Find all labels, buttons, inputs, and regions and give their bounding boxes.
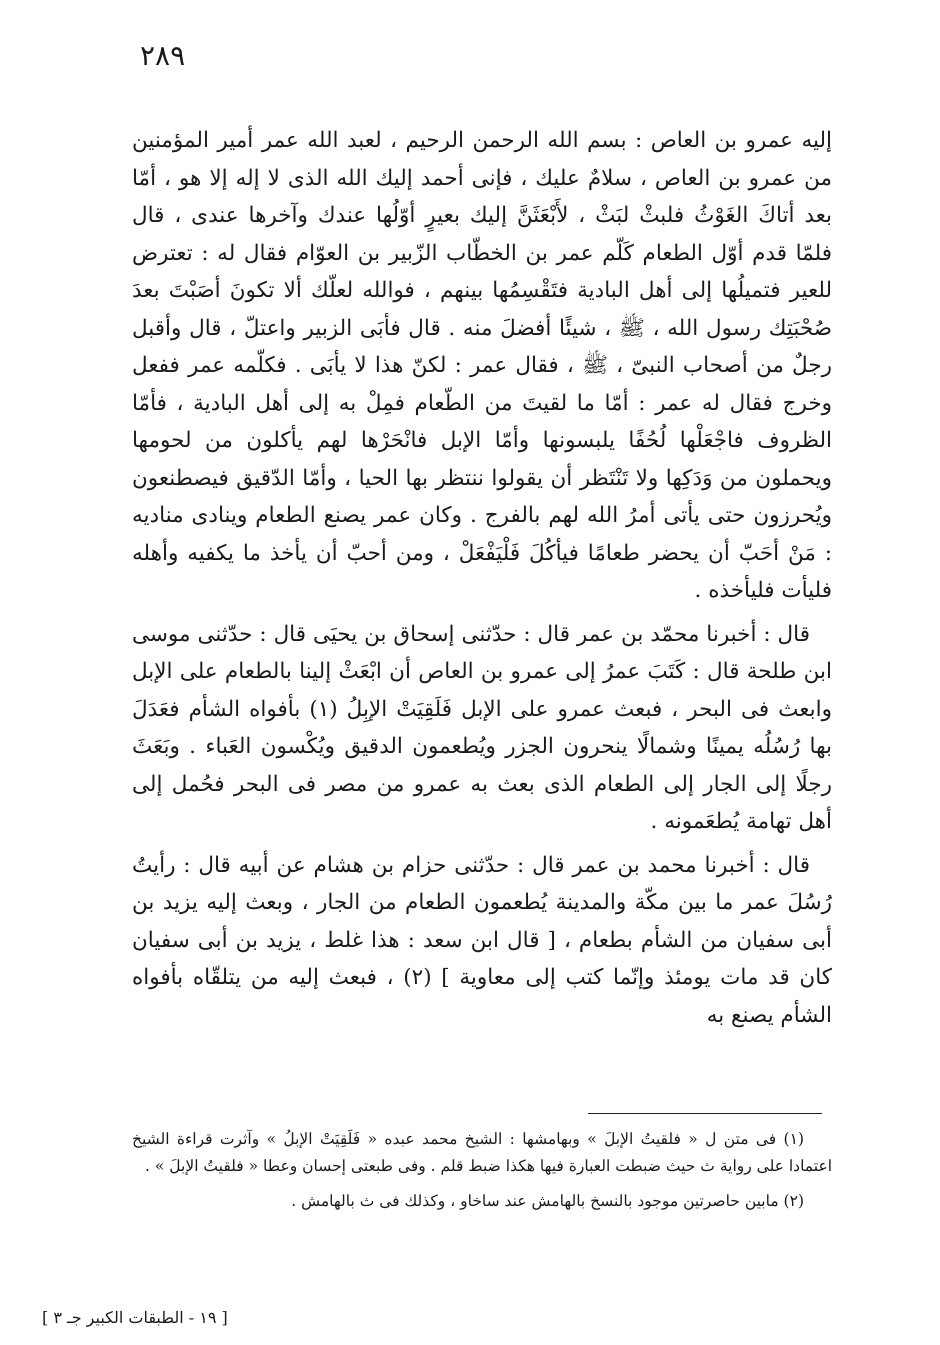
footnotes [132,1126,832,1223]
signature-mark: [ ١٩ - الطبقات الكبير جـ ٣ ] [42,1308,228,1327]
body-text [132,122,832,1040]
footnote: (١) فى متن ل « فلقيتُ الإبلَ » وبهامشها : الشيخ محمد عبده « فَلَقِيَتْ الإبلُ » وآثرت قراءة الشيخ اعتمادا على رواية ث حيث ضبطت العبارة فيها هكذا ضبط قلم . وفى طبعتى إحسان وعطا « فلقيتُ الإبلَ » . [132,1130,832,1175]
paragraph: إليه عمرو بن العاص : بسم الله الرحمن الرحيم ، لعبد الله عمر أمير المؤمنين من عمرو بن العاص ، سلامٌ عليك ، فإنى أحمد إليك الله الذى لا إله إلا هو ، أمّا بعد أتاكَ الغَوْثُ فلبثْ لبَثْ ، لأَبْعَثَنَّ إليك بعيرٍ أوّلُها عندك وآخرها عندى ، قال فلمّا قدم أوّل الطعام كَلّم عمر بن الخطّاب الزّبير بن العوّام فقال له : تعترض للعير فتميلُها إلى أهل البادية فتَقْسِمُها بينهم ، فوالله لعلّك ألا تكونَ أصَبْتَ بعدَ صُحْبَتِك رسول الله ، ﷺ ، شيئًا أفضلَ منه . قال فأبَى الزبير واعتلّ ، قال وأقبل رجلٌ من أصحاب النبىّ ، ﷺ ، فقال عمر : لكنّ هذا لا يأبَى . فكلّمه عمر ففعل وخرج فقال له عمر : أمّا ما لقيتَ من الطّعام فمِلْ به إلى أهل البادية ، فأمّا الظروف فاجْعَلْها لُحُفًا يلبسونها وأمّا الإبل فانْحَرْها لهم يأكلون من لحومها ويحملون من وَدَكِها ولا تَنْتَظر أن يقولوا ننتظر بها الحيا ، وأمّا الدّقيق فيصطنعون ويُحرزون حتى يأتى أمرُ الله لهم بالفرج . وكان عمر يصنع الطعام وينادى مناديه : مَنْ أحَبّ أن يحضر طعامًا فيأكُلَ فَلْيَفْعَلْ ، ومن أحبّ أن يأخذ ما يكفيه وأهله فليأت فليأخذه . [132,128,832,603]
footnote-divider [588,1113,822,1114]
page-number: ٢٨٩ [140,39,186,72]
footnote: (٢) مابين حاصرتين موجود بالنسخ بالهامش عند ساخاو ، وكذلك فى ث بالهامش . [291,1192,804,1210]
paragraph: قال : أخبرنا محمّد بن عمر قال : حدّثنى إسحاق بن يحيَى قال : حدّثنى موسى ابن طلحة قال : كَتَبَ عمرُ إلى عمرو بن العاص أن ابْعَثْ إلينا بالطعام على الإبل وابعث فى البحر ، فبعث عمرو على الإبل فَلَقِيَتْ الإبِلُ (١) بأفواه الشأم فعَدَلَ بها رُسُلُه يمينًا وشمالًا ينحرون الجزر ويُطعمون الدقيق ويُكْسون العَباء . وبَعَثَ رجلًا إلى الجار إلى الطعام الذى بعث به عمرو من مصر فى البحر فحُمل إلى أهل تهامة يُطعَمونه . [132,621,833,834]
paragraph: قال : أخبرنا محمد بن عمر قال : حدّثنى حزام بن هشام عن أبيه قال : رأيتُ رُسُلَ عمر ما بين مكّة والمدينة يُطعمون الطعام من الجار ، وبعث إليه يزيد بن أبى سفيان من الشأم بطعام ، [ قال ابن سعد : هذا غلط ، يزيد بن أبى سفيان كان قد مات يومئذ وإنّما كتب إلى معاوية ] (٢) ، فبعث إليه من يتلقّاه بأفواه الشأم يصنع به [132,852,832,1028]
